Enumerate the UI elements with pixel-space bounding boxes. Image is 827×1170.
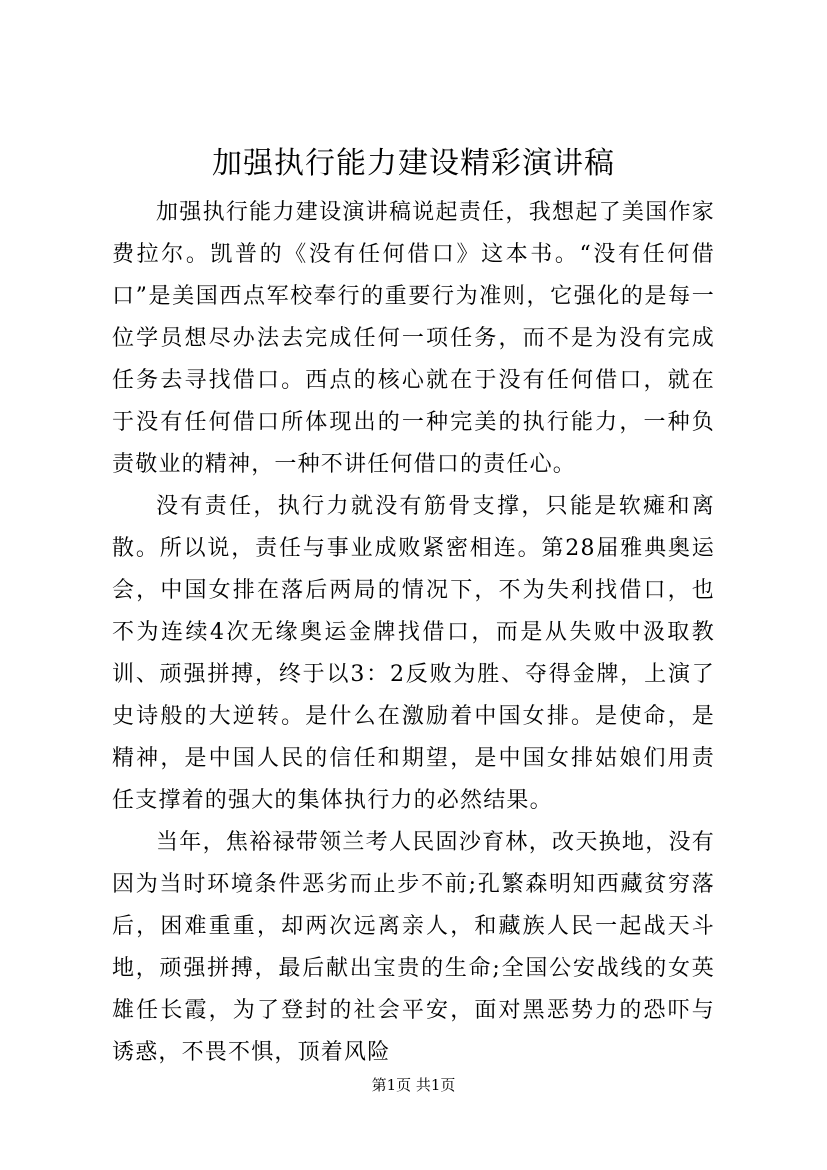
document-title: 加强执行能力建设精彩演讲稿 — [212, 146, 615, 181]
page-footer: 第1页 共1页 — [371, 1076, 456, 1094]
paragraph-2: 没有责任，执行力就没有筋骨支撑，只能是软瘫和离散。所以说，责任与事业成败紧密相连。第28届雅典奥运会，中国女排在落后两局的情况下，不为失利找借口，也不为连续4次无缘奥运金牌找借口，而是从失败中汲取教训、顽强拼搏，终于以3：2反败为胜、夺得金牌，上演了史诗般的大逆转。是什么在激励着中国女排。是使命，是精神，是中国人民的信任和期望，是中国女排姑娘们用责任支撑着的强大的集体执行力的必然结果。 — [112, 494, 715, 813]
paragraph-1: 加强执行能力建设演讲稿说起责任，我想起了美国作家费拉尔。凯普的《没有任何借口》这本书。“没有任何借口”是美国西点军校奉行的重要行为准则，它强化的是每一位学员想尽办法去完成任何一项任务，而不是为没有完成任务去寻找借口。西点的核心就在于没有任何借口，就在于没有任何借口所体现出的一种完美的执行能力，一种负责敬业的精神，一种不讲任何借口的责任心。 — [112, 200, 715, 477]
document-body — [112, 192, 715, 1074]
paragraph-3: 当年，焦裕禄带领兰考人民固沙育林，改天换地，没有因为当时环境条件恶劣而止步不前;孔繁森明知西藏贫穷落后，困难重重，却两次远离亲人，和藏族人民一起战天斗地，顽强拼搏，最后献出宝贵的生命;全国公安战线的女英雄任长霞，为了登封的社会平安，面对黑恶势力的恐吓与诱惑，不畏不惧，顶着风险 — [112, 830, 715, 1065]
